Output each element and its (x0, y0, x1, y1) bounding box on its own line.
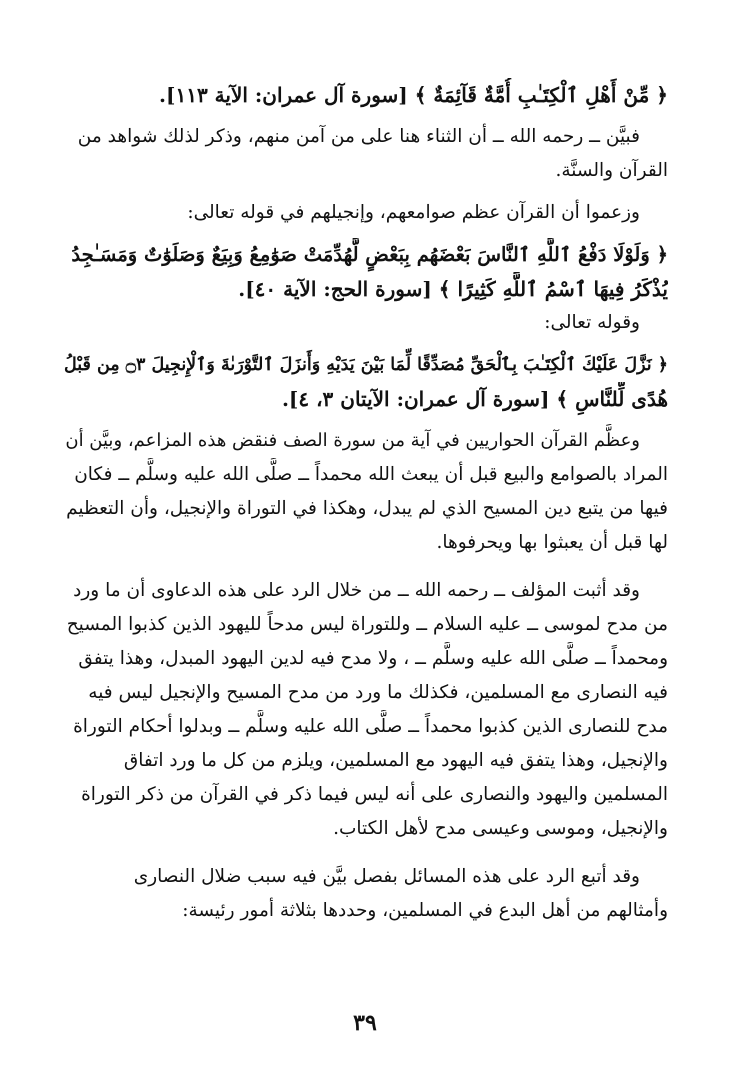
verse-line: هُدًى لِّلنَّاسِ ﴾ [سورة آل عمران: الآيتان ٣، ٤]. (281, 387, 668, 411)
paragraph-line: القرآن والسنَّة. (555, 160, 668, 181)
paragraph-line: وقد أتبع الرد على هذه المسائل بفصل بيَّن فيه سبب ضلال النصارى (133, 866, 640, 887)
verse-line: ﴿ مِّنْ أَهْلِ ٱلْكِتَـٰبِ أُمَّةٌ قَآئِمَةٌ ﴾ [سورة آل عمران: الآية ١١٣]. (159, 83, 668, 107)
paragraph-line: والإنجيل، وموسى وعيسى مدح لأهل الكتاب. (333, 818, 668, 839)
paragraph-line: مدح للنصارى الذين كذبوا محمداً ــ صلَّى الله عليه وسلَّم ــ وبدلوا أحكام التوراة (73, 716, 668, 737)
verse-line: يُذْكَرُ فِيهَا ٱسْمُ ٱللَّهِ كَثِيرًا ﴾ [سورة الحج: الآية ٤٠]. (238, 277, 668, 301)
paragraph-line: وقوله تعالى: (544, 312, 640, 333)
paragraph-line: لها قبل أن يعبثوا بها ويحرفوها. (436, 532, 668, 553)
paragraph-line: فيها من يتبع دين المسيح الذي لم يبدل، وهكذا في التوراة والإنجيل، وأن التعظيم (66, 498, 668, 519)
paragraph-line: وأمثالهم من أهل البدع في المسلمين، وحددها بثلاثة أمور رئيسة: (182, 900, 668, 921)
page-number: ٣٩ (353, 1010, 377, 1036)
verse-line: ﴿ نَزَّلَ عَلَيْكَ ٱلْكِتَـٰبَ بِٱلْحَقِّ مُصَدِّقًا لِّمَا بَيْنَ يَدَيْهِ وَأَنزَلَ ٱلتَّوْرَىٰةَ وَٱلْإِنجِيلَ ۝٣ مِن قَبْلُ (63, 355, 668, 375)
paragraph-line: وعظَّم القرآن الحواريين في آية من سورة الصف فنقض هذه المزاعم، وبيَّن أن (65, 430, 640, 451)
paragraph-line: فيه النصارى مع المسلمين، فكذلك ما ورد من مدح المسيح والإنجيل ليس فيه (88, 682, 668, 703)
paragraph-line: المسلمين واليهود والنصارى على أنه ليس فيما ذكر في القرآن من ذكر التوراة (81, 784, 668, 805)
paragraph-line: من مدح لموسى ــ عليه السلام ــ وللتوراة ليس مدحاً لليهود الذين كذبوا المسيح (66, 614, 668, 635)
paragraph-line: فبيَّن ــ رحمه الله ــ أن الثناء هنا على من آمن منهم، وذكر لذلك شواهد من (77, 126, 640, 147)
paragraph-line: وقد أثبت المؤلف ــ رحمه الله ــ من خلال الرد على هذه الدعاوى أن ما ورد (73, 580, 640, 601)
paragraph-line: ومحمداً ــ صلَّى الله عليه وسلَّم ــ ، ولا مدح فيه لدين اليهود المبدل، وهذا يتفق (78, 648, 668, 669)
paragraph-line: المراد بالصوامع والبيع قبل أن يبعث الله محمداً ــ صلَّى الله عليه وسلَّم ــ فكان (74, 464, 668, 485)
paragraph-line: وزعموا أن القرآن عظم صوامعهم، وإنجيلهم في قوله تعالى: (187, 202, 640, 223)
paragraph-line: والإنجيل، وهذا يتفق فيه اليهود مع المسلمين، ويلزم من كل ما ورد اتفاق (123, 750, 668, 771)
verse-line: ﴿ وَلَوْلَا دَفْعُ ٱللَّهِ ٱلنَّاسَ بَعْضَهُم بِبَعْضٍ لَّهُدِّمَتْ صَوَٰمِعُ وَبِيَعٌ وَصَلَوَٰتٌ وَمَسَـٰجِدُ (71, 243, 668, 266)
